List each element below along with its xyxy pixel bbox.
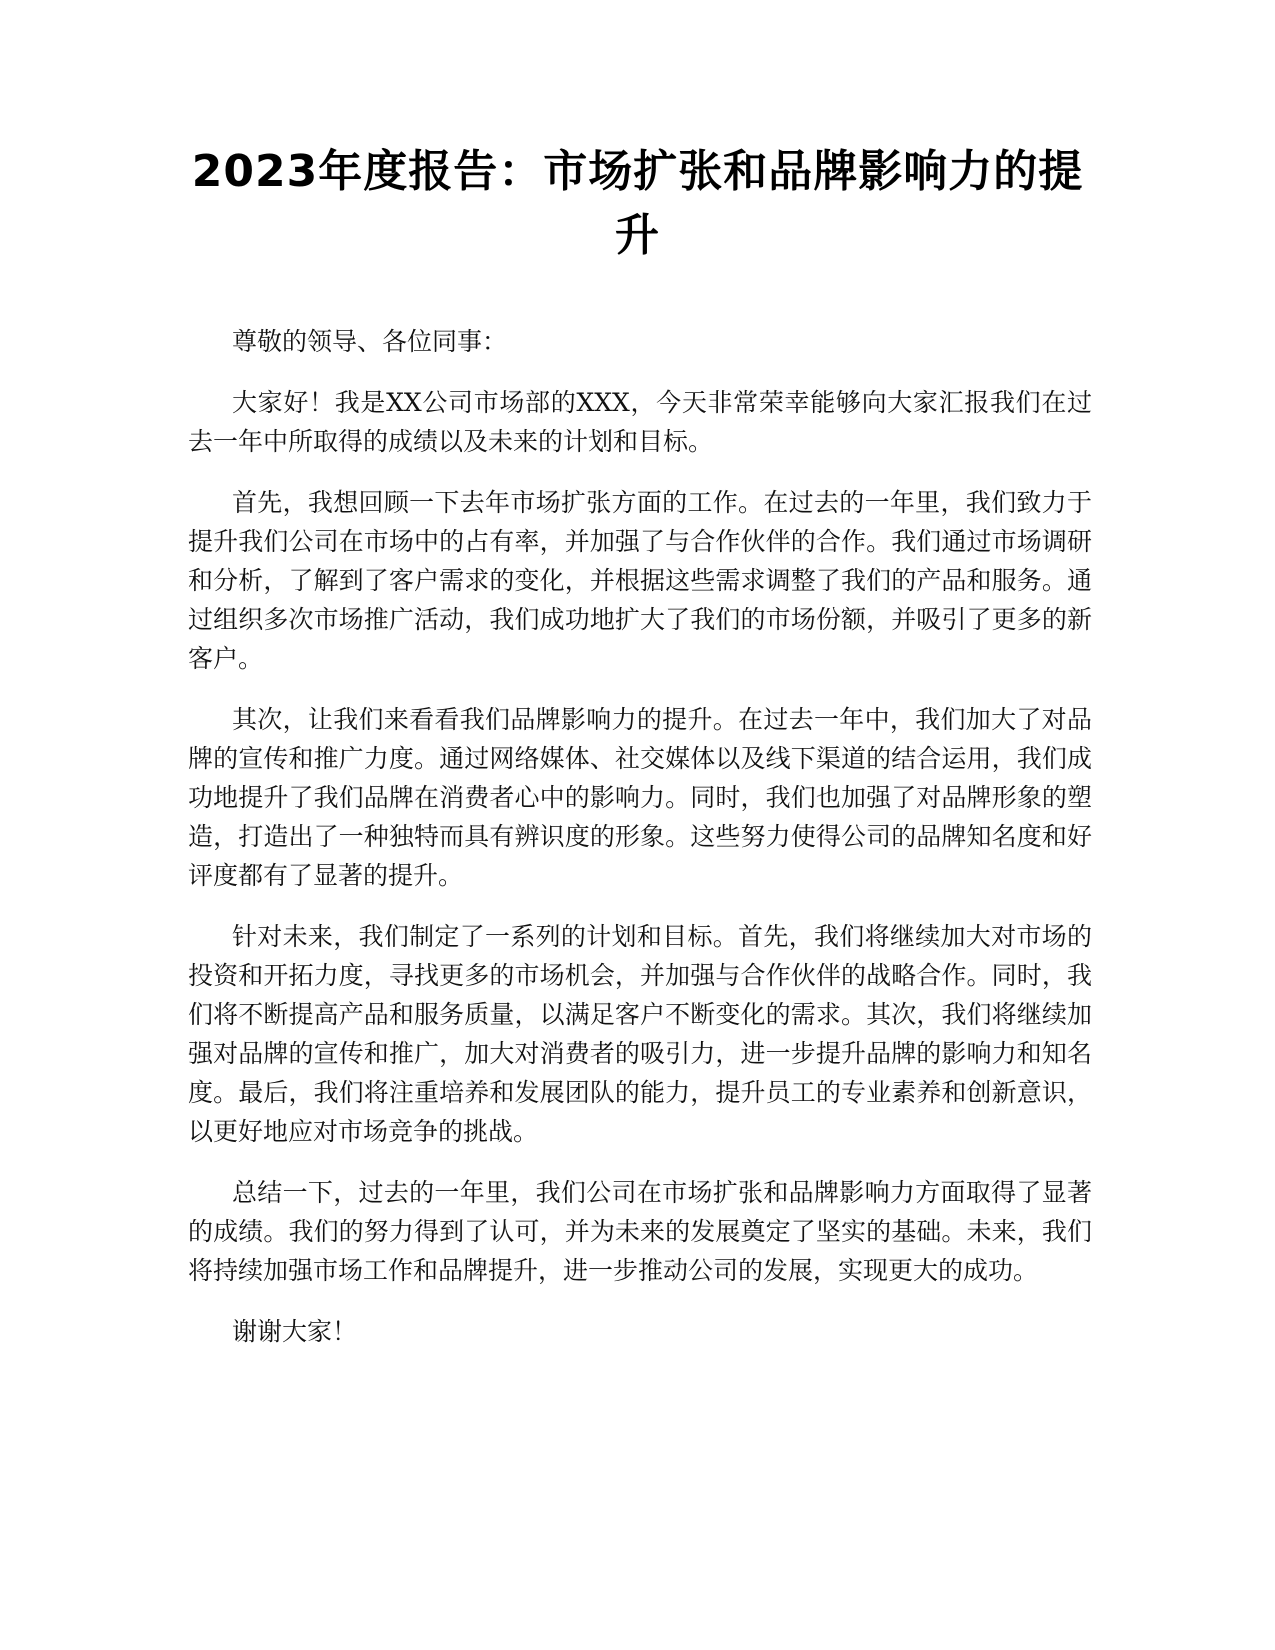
summary-paragraph: 总结一下，过去的一年里，我们公司在市场扩张和品牌影响力方面取得了显著的成绩。我们的努力得到了认可，并为未来的发展奠定了坚实的基础。未来，我们将持续加强市场工作和品牌提升，进一步推动公司的发展，实现更大的成功。 xyxy=(188,1178,1092,1285)
closing-paragraph: 谢谢大家！ xyxy=(232,1317,358,1346)
document-title: 2023年度报告：市场扩张和品牌影响力的提升 xyxy=(191,146,1084,261)
document-body xyxy=(188,322,1092,1373)
brand-influence-paragraph: 其次，让我们来看看我们品牌影响力的提升。在过去一年中，我们加大了对品牌的宣传和推广力度。通过网络媒体、社交媒体以及线下渠道的结合运用，我们成功地提升了我们品牌在消费者心中的影响力。同时，我们也加强了对品牌形象的塑造，打造出了一种独特而具有辨识度的形象。这些努力使得公司的品牌知名度和好评度都有了显著的提升。 xyxy=(188,705,1092,890)
market-expansion-paragraph: 首先，我想回顾一下去年市场扩张方面的工作。在过去的一年里，我们致力于提升我们公司在市场中的占有率，并加强了与合作伙伴的合作。我们通过市场调研和分析，了解到了客户需求的变化，并根据这些需求调整了我们的产品和服务。通过组织多次市场推广活动，我们成功地扩大了我们的市场份额，并吸引了更多的新客户。 xyxy=(188,488,1092,673)
salutation-paragraph: 尊敬的领导、各位同事： xyxy=(232,327,508,356)
future-plans-paragraph: 针对未来，我们制定了一系列的计划和目标。首先，我们将继续加大对市场的投资和开拓力度，寻找更多的市场机会，并加强与合作伙伴的战略合作。同时，我们将不断提高产品和服务质量，以满足客户不断变化的需求。其次，我们将继续加强对品牌的宣传和推广，加大对消费者的吸引力，进一步提升品牌的影响力和知名度。最后，我们将注重培养和发展团队的能力，提升员工的专业素养和创新意识，以更好地应对市场竞争的挑战。 xyxy=(188,922,1092,1146)
greeting-paragraph: 大家好！我是XX公司市场部的XXX，今天非常荣幸能够向大家汇报我们在过去一年中所取得的成绩以及未来的计划和目标。 xyxy=(188,388,1092,456)
